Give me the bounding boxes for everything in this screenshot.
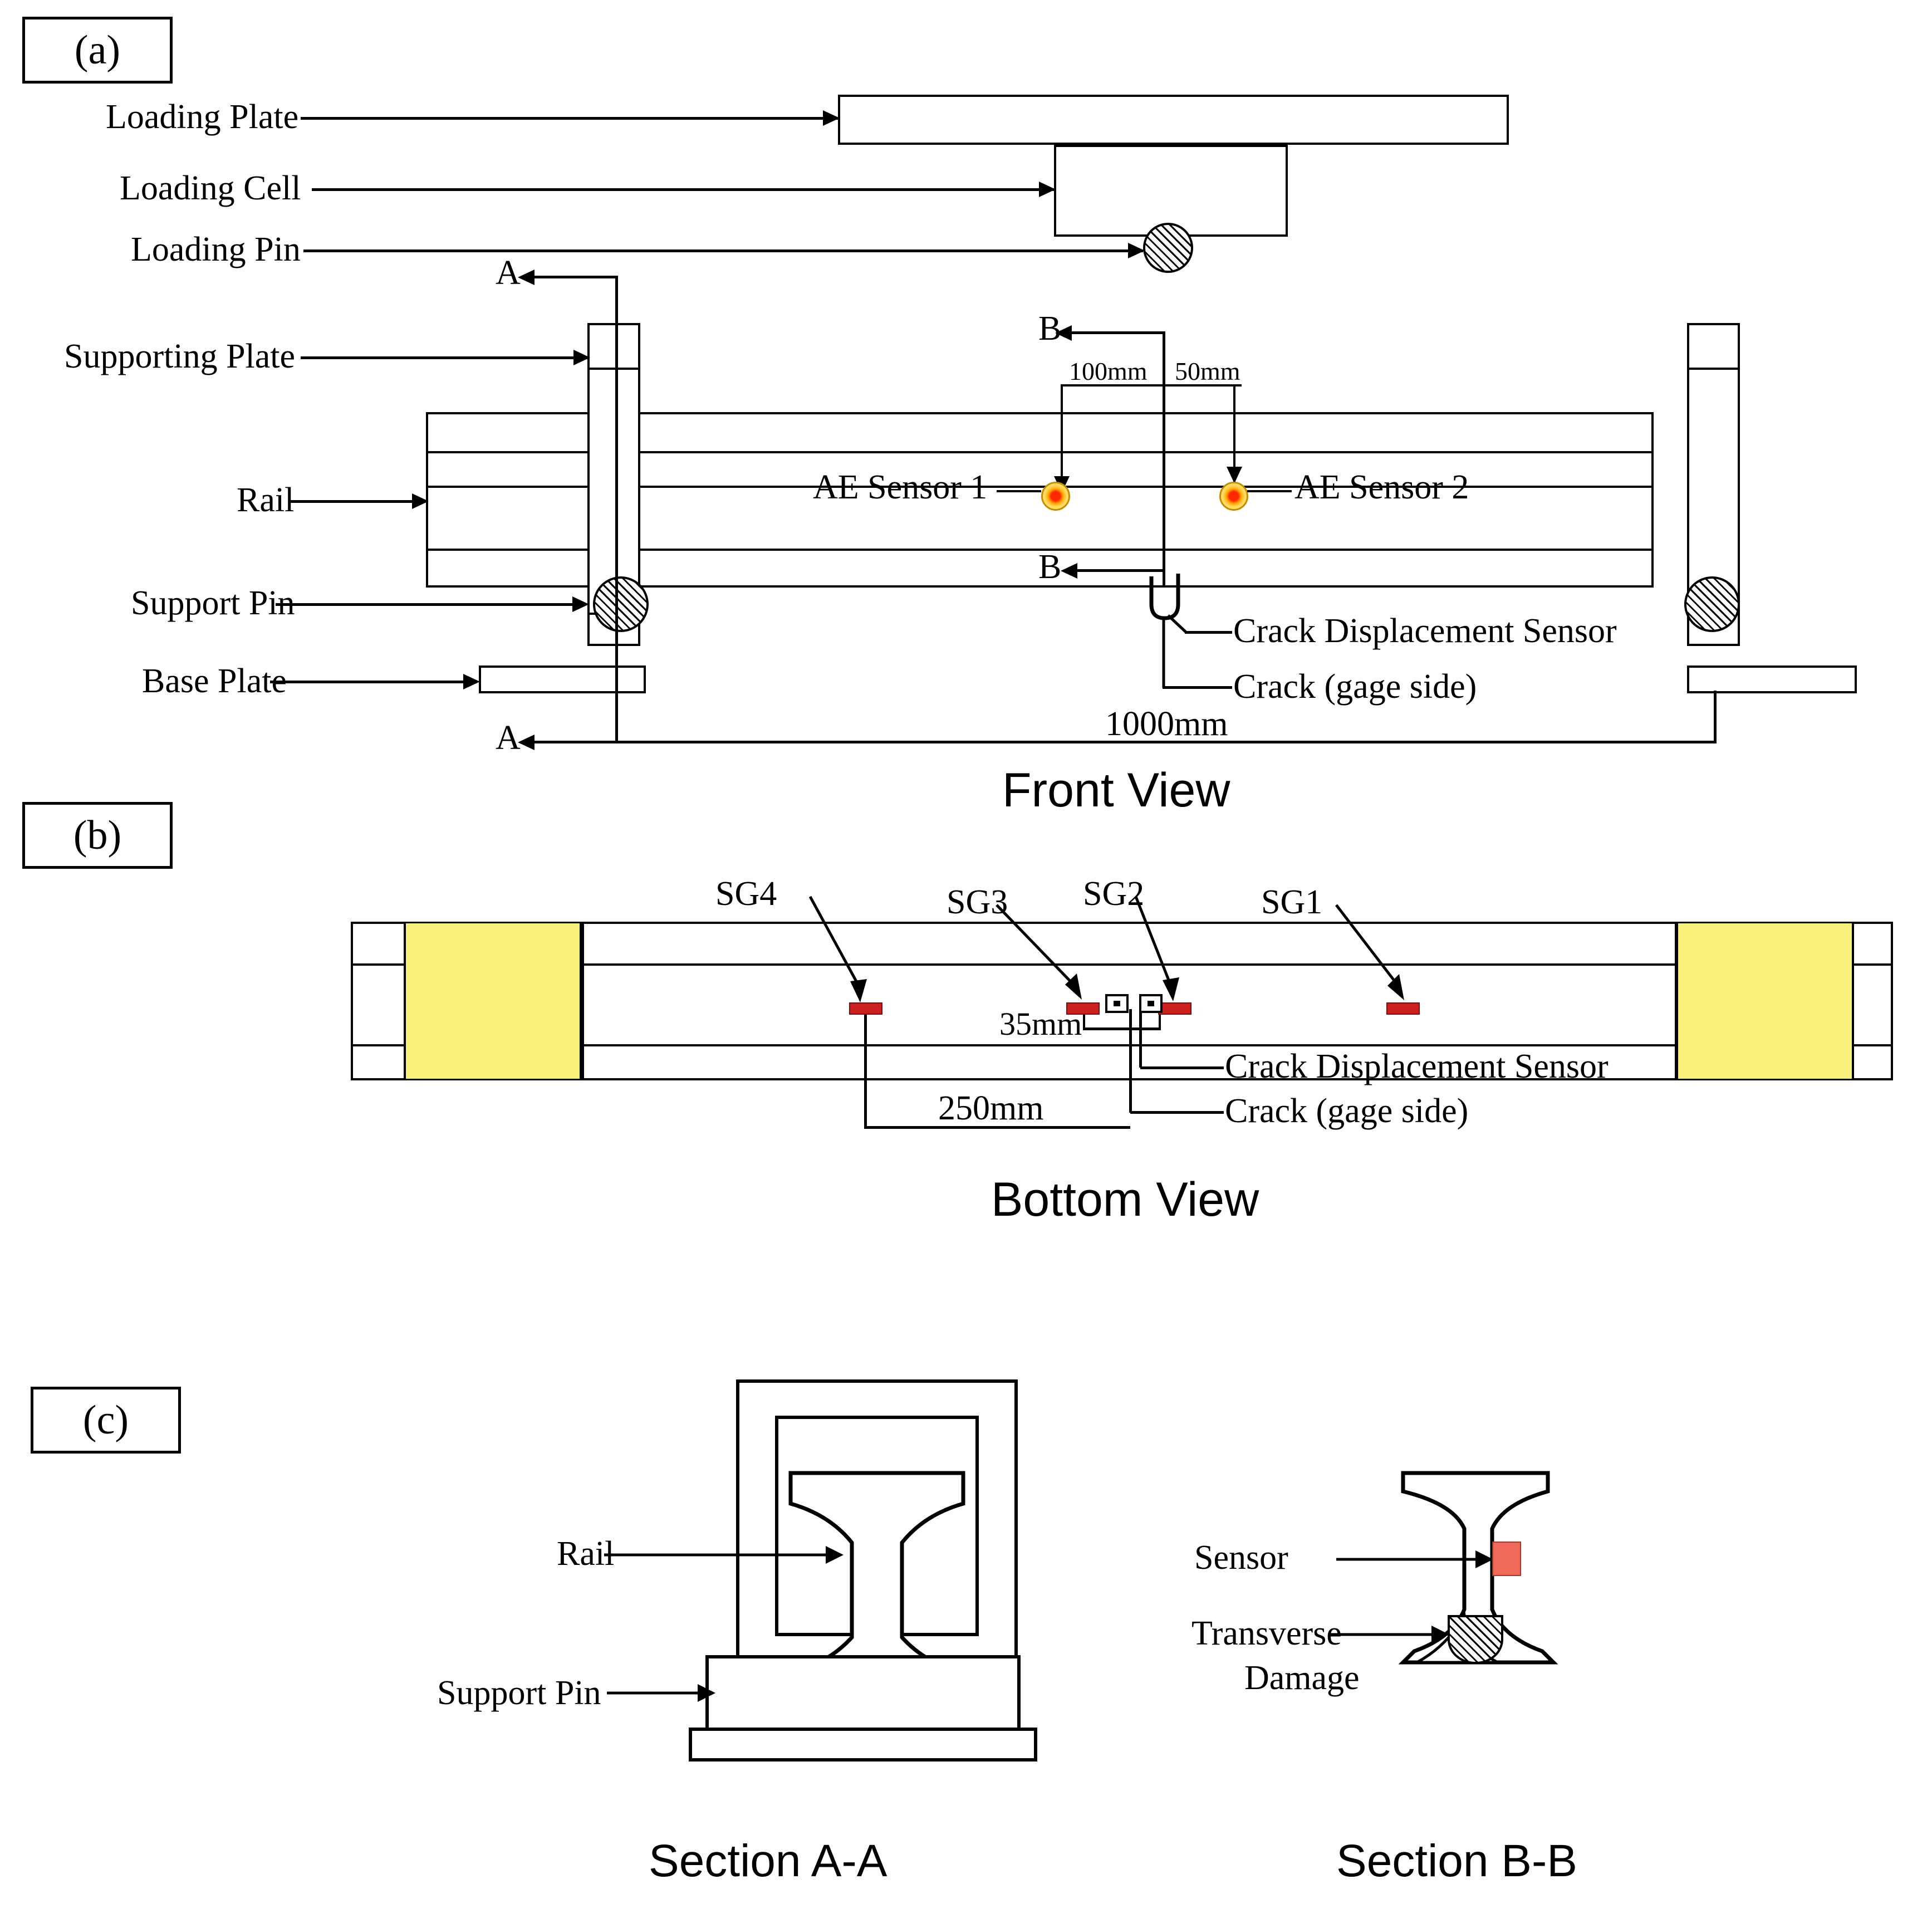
section-bb-transverse-damage-label-line1: Transverse	[1191, 1614, 1342, 1652]
panel-tag-c-label: (c)	[82, 1397, 129, 1443]
crack-gage-side-label-b: Crack (gage side)	[1225, 1092, 1469, 1130]
support-pin-label: Support Pin	[131, 584, 295, 622]
rail-label: Rail	[237, 481, 295, 519]
section-aa-support-pin-label: Support Pin	[437, 1674, 601, 1712]
loading-pin-label: Loading Pin	[131, 231, 301, 268]
section-bb-sensor-icon	[1492, 1542, 1521, 1576]
dim-250mm-label: 250mm	[938, 1089, 1044, 1127]
supporting-plate-label: Supporting Plate	[64, 337, 296, 375]
strain-gage-sg2-label: SG2	[1083, 875, 1145, 913]
section-bb-transverse-damage-label-line2: Damage	[1244, 1659, 1360, 1697]
section-a-top-label: A	[496, 254, 521, 292]
section-b-top-label: B	[1038, 310, 1062, 348]
section-a-bottom-label: A	[496, 719, 521, 757]
loading-cell-label: Loading Cell	[120, 169, 301, 207]
panel-tag-a-label: (a)	[74, 27, 121, 73]
dim-100mm-label: 100mm	[1069, 357, 1148, 385]
strain-gage-sg3-label: SG3	[947, 883, 1008, 921]
section-bb-sensor-label: Sensor	[1194, 1539, 1288, 1577]
section-b-bottom-label: B	[1038, 548, 1062, 586]
dim-50mm-label: 50mm	[1175, 357, 1240, 385]
panel-tag-b-label: (b)	[73, 812, 122, 858]
ae-sensor-2-label: AE Sensor 2	[1294, 468, 1469, 506]
ae-sensor-1-label: AE Sensor 1	[813, 468, 988, 506]
base-plate-label: Base Plate	[142, 662, 287, 700]
loading-plate-label: Loading Plate	[106, 98, 299, 136]
crack-gage-side-label-a: Crack (gage side)	[1233, 668, 1477, 706]
crack-displacement-sensor-label-a: Crack Displacement Sensor	[1233, 612, 1617, 650]
dim-35mm-label: 35mm	[999, 1006, 1082, 1042]
section-aa-rail-label: Rail	[557, 1535, 615, 1573]
crack-displacement-sensor-label-b: Crack Displacement Sensor	[1225, 1048, 1609, 1085]
section-bb-title: Section B-B	[1336, 1836, 1577, 1886]
dim-1000mm-label: 1000mm	[1105, 705, 1228, 743]
strain-gage-sg1-label: SG1	[1261, 883, 1323, 921]
bottom-view-title: Bottom View	[991, 1173, 1259, 1226]
strain-gage-sg4-label: SG4	[715, 875, 777, 913]
section-aa-title: Section A-A	[649, 1836, 887, 1886]
transverse-damage-shape	[1448, 1615, 1503, 1664]
front-view-title: Front View	[1002, 764, 1230, 817]
